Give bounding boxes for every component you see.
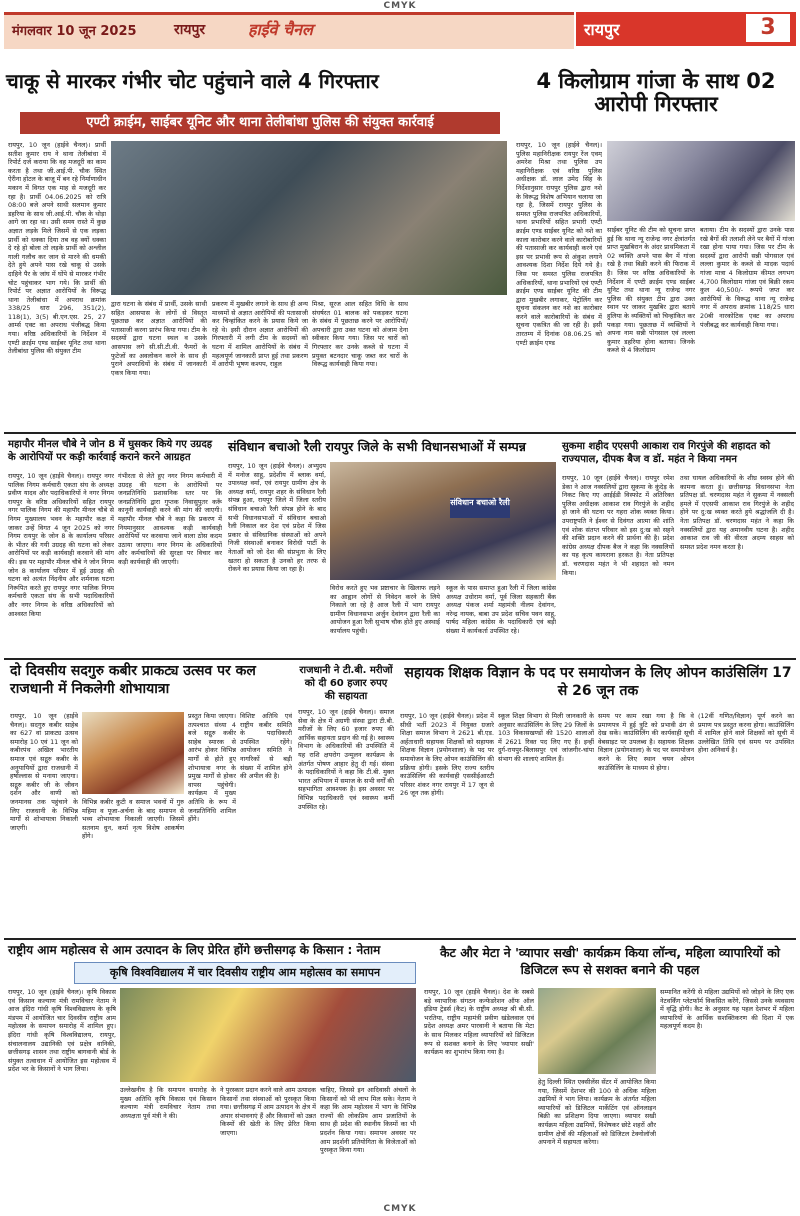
story4-headline: संविधान बचाओ रैली रायपुर जिले के सभी विधानसभाओं में सम्पन्न (228, 439, 526, 454)
header-right-band (576, 12, 796, 46)
story6-photo (82, 712, 184, 794)
story10-photo (538, 988, 656, 1074)
story3-body-col2: गंभीरता से लेते हुए नगर निगम कर्मचारी में उग्रदह की घटना के आरोपियों पर जनप्रतिनिधि प्रशासनिक स्तर पर कि जनप्रतिनिधि द्वारा गुप्तक निवासुपुतर करूँ कानूनी कार्यवाही करने की मांग की जाएगी। महापौर मीनल चौबे ने कहा कि प्रकरण में नियमानुसार आवश्यक कड़ी कार्यवाही आरोपियों पर करवाया जाने वाला ठोस कदम उठाया जाएगा। नगर निगम के अधिकारियों और कर्मचारियों की सुरक्षा पर विचार कर कड़ी कार्यवाही की जाएगी। (118, 472, 222, 566)
story1-body-col1: रायपुर, 10 जून (हाईवे चैनल)। प्रार्थी सतीश कुमार राय ने थाना तेलीबांधा में रिपोर्ट दर्ज कराया कि वह मजदूरी का काम करता है तथा जी.आई.पी. चौक स्थित ऐरीना होटल के बाजू में बन रहे निर्माणाधीन मकान में विगत एक माह से मजदूरी कर रहा है। प्रार्थी 04.06.2025 को रात्रि 08:00 बजे अपने साथी सलमान कुमार डहरिया के साथ जी.आई.पी. चौक के थोड़ा आगे जा रहा था। उसी समय रास्ते में कुछ अज्ञात लड़के मिले जिसमें से एक लड़का प्रार्थी को धक्का दिया तब वह क्यों धक्का दे रहे हो बोला तो लड़के प्रार्थी को अश्लील गाली गलौच कर जान से मारने की धमकी देते हुये अपने पास रखे चाकू से उसके दाहिने पैर के जांघ में घोंपे से मारकर गंभीर चोट पहुंचाकर भाग गये। कि प्रार्थी की रिपोर्ट पर अज्ञात आरोपियों के विरूद्ध थाना तेलीबांधा में अपराध क्रमांक 338/25 धारा 296, 351(2), 118(1), 3(5) बी.एन.एस. 25, 27 आर्म्स एक्ट का अपराध पंजीबद्ध किया गया। वरिष्ठ अधिकारियों के निर्देशन में एण्टी क्राईम एण्ड साईबर यूनिट तथा थाना तेलीबांधा पुलिस की संयुक्त टीम (8, 141, 106, 356)
story2-body-col1: रायपुर, 10 जून (हाईवे चैनल)। पुलिस महानिरीक्षक रायपुर रेंज एवम् अमरेश मिश्रा तथा पुलिस उप महानिरीक्षक एवं वरिष्ठ पुलिस अधीक्षक डॉ. लाल उमेद सिंह के निर्देशानुसार रायपुर पुलिस द्वारा नशे के विरूद्ध विशेष अभियान चलाया जा रहा है, जिसमें रायपुर पुलिस के समस्त पुलिस राजपत्रित अधिकारियों, थाना प्रभारियों सहित प्रभारी एण्टी क्राईम एण्ड साईबर यूनिट को नशे का काला कारोबार करने वाले कारोबारियों की पतासाजी कर कार्यवाही करने एवं इस पर प्रभावी रूप से अंकुश लगाने आवश्यक दिशा निर्देश दिये गये है। जिस पर समस्त पुलिस राजपत्रित अधिकारियों, थाना प्रभारियों एवं एण्टी क्राईम एण्ड साईबर यूनिट की टीम द्वारा मुखबीर लगाकर, पेट्रोलिंग कर सूचना संकलन कर नशे का कारोबार करने वाले कारोबारियों के संबंध में सूचना एकत्रित की जा रही है। इसी तारतम्य में दिनांक 08.06.25 को एण्टी क्राईम एण्ड (516, 141, 602, 347)
story9-subhead: कृषि विश्वविद्यालय में चार दिवसीय राष्ट्रीय आम महोत्सव का समापन (74, 962, 416, 984)
rally-banner: संविधान बचाओ रैली (450, 498, 510, 518)
story6-headline: दो दिवसीय सदगुरु कबीर प्राकट्य उत्सव पर कल राजधानी में निकलेगी शोभायात्रा (10, 663, 256, 697)
story2-headline: 4 किलोग्राम गांजा के साथ 02 आरोपी गिरफ्तार (536, 69, 776, 117)
story8-body-col2: स्कूल शिक्षा विभाग से मिली जानकारी के अनुसार काउंसिलिंग के लिए 29 जिलों के 103 विकासखण्डों की 1520 शालाओं में 2621 रिक्त पद लिए गए हैं। इन्हीं दुर्ग-रायपुर-बिलासपुर एवं जांजगीर-चांपा संभाग की शालाएं शामिल हैं। (498, 712, 594, 763)
story5-body-col2: तथा घायल अधिकारियों के शीघ्र स्वस्थ होने की कामना करता हूं। छत्तीसगढ़ विधानसभा नेता प्रतिपक्ष डॉ. चरणदास महंत ने सुकमा में नक्सली हमले में एएसपी आकाश राव गिरपुंजे के शहीद होने पर दु:ख व्यक्त करते हुये श्रद्धांजलि दी है। नेता प्रतिपक्ष डॉ. चरणदास महंत ने कहा कि नक्सलियों द्वारा यह अमानवीय घटना है। शहीद आकाश राव जी की वीरता अदम्य साहस को समस्त प्रदेश नमन करता है। (680, 474, 794, 551)
story5-body-col1: रायपुर, 10 जून (हाईवे चैनल)। रायपुर रमेश डेका ने आज नक्सलियों द्वारा सुकमा के कुंदेड़ के निकट किए गए आईईडी विस्फोट में अतिरिक्त पुलिस अधीक्षक आकाश राव गिरपुंजे के शहीद हो जाने की घटना पर गहरा शोक व्यक्त किया। उपराष्ट्रपति ने ईश्वर से दिवंगत आत्मा की शांति एवं शोक संतप्त परिवार को इस दु:ख को सहने की शक्ति प्रदान करने की प्रार्थना की है। प्रदेश कांग्रेस अध्यक्ष दीपक बैज ने कहा कि नक्सलियों का यह कृत्य कायराना हरकत है। नेता प्रतिपक्ष डॉ. चरणदास महंत ने भी शहादत को नमन किया। (562, 474, 674, 577)
section-divider (4, 432, 796, 434)
story9-photo (120, 988, 416, 1082)
page-header (0, 12, 800, 46)
section-divider (4, 938, 796, 940)
story10-body-col3: सम्मानित करेंगी से महिला उद्यमियों को जोड़ने के लिए एक नेटवर्किंग प्लेटफॉर्म विकसित करेंगे, जिससे उनके व्यवसाय में वृद्धि होगी। कैट के अनुसार यह पहल देशभर में महिला व्यापारियों के आर्थिक सशक्तिकरण की दिशा में एक महत्वपूर्ण कदम है। (660, 988, 794, 1031)
story9-headline: राष्ट्रीय आम महोत्सव से आम उत्पादन के लिए प्रेरित होंगे छत्तीसगढ़ के किसान : नेताम (8, 943, 381, 957)
story10-headline: कैट और मेटा ने 'व्यापार सखी' कार्यक्रम किया लॉन्च, महिला व्यापारियों को डिजिटल रूप से सशक्त बनाने की पहल (439, 945, 781, 977)
story6-body-col3: प्रस्तुत किया जाएगा। तत्पश्चात संध्या 4 बजे सद्गुरु कबीर साहेब स्मारक से आरंभ होकर विभिन्न मार्गों से होते हुए शोभायात्रा नगर के प्रमुख मार्गों से होकर वापस पहुंचेगी। कार्यक्रम में मुख्य अतिथि के रूप में जनप्रतिनिधि शामिल होंगे। (188, 712, 236, 824)
story1-body-col4: मिश्रा, सूरज आल सहित विधि के साथ संघर्षरत 01 बालक को पकड़कर घटना के संबंध में पूछताछ करने पर आरोपियों/अपचारी द्वारा उक्त घटना को अंजाम देना स्वीकार किया गया। जिस पर चारों को गिरफ्तार कर उनके कब्जे से घटना में प्रयुक्त बटनदार चाकू जब्त कर चारों के विरूद्ध कार्यवाही किया गया। (312, 300, 408, 369)
page-number: 3 (746, 14, 790, 42)
header-left-band (4, 12, 574, 49)
newspaper-brand: हाईवे चैनल (248, 20, 313, 39)
story10-body-col2: हेतु दिल्ली स्थित एक्सीलेंस सेंटर में आयोजित किया गया, जिसमें देशभर की 100 से अधिक महिला उद्यमियों ने भाग लिया। कार्यक्रम के अंतर्गत महिला व्यापारियों को डिजिटल मार्केटिंग एवं ऑनलाइन बिक्री का प्रशिक्षण दिया जाएगा। व्यापार सखी कार्यक्रम महिला उद्यमियों, विशेषकर छोटे शहरों और ग्रामीण क्षेत्रों की महिलाओं को डिजिटल टेक्नोलॉजी अपनाने में सहायता करेगा। (538, 1078, 656, 1147)
section-city: रायपुर (584, 20, 620, 39)
story9-body-col1: रायपुर, 10 जून (हाईवे चैनल)। कृषि विकास एवं किसान कल्याण मंत्री रामविचार नेताम ने आज इंदिरा गांधी कृषि विश्वविद्यालय के कृषि मंडपम में आयोजित चार दिवसीय राष्ट्रीय आम महोत्सव के समापन समारोह में शामिल हुए। इंदिरा गांधी कृषि विश्वविद्यालय, रायपुर, संचालनालय उद्यानिकी एवं प्रक्षेत्र वानिकी, छत्तीसगढ़ शासन तथा राष्ट्रीय बागवानी बोर्ड के संयुक्त तत्वाधान में आयोजित इस महोत्सव में प्रदेश भर के किसानों ने भाग लिया। (8, 988, 116, 1074)
story4-body-col3: स्कूल के पास समाप्त हुआ रैली में जिला कांग्रेस अध्यक्ष उधोराम वर्मा, पूर्व जिला सहकारी बैंक अध्यक्ष पंकज शर्मा महामंत्री नीलम देवांगन, नरेन्द्र नायक, बाबा उप प्रदेश सचिव पवन साहू, पार्षद महिला कांग्रेस के पदाधिकारी एवं बड़ी संख्या में कार्यकर्ता उपस्थित रहे। (446, 584, 556, 635)
story6-body-col2: विभिन्न कबीर कुटी व समाज भवनों में गुरु महिमा व पूजा-अर्चना के बाद समापन से भव्य शोभायात्रा निकाली जाएगी। जिसमें सतनाम धुन, कर्मा नृत्य विशेष आकर्षण होंगे। (82, 798, 184, 841)
story7-headline: राजधानी ने टी.बी. मरीजों को दी 60 हजार रुपए की सहायता (299, 665, 393, 702)
story6-body-col4: विशिष्ट अतिथि एवं राष्ट्रीय कबीर समिति के पदाधिकारी उपस्थित रहेंगे। आयोजन समिति ने नागरिकों से बड़ी संख्या में शामिल होने की अपील की है। (240, 712, 292, 781)
story2-body-col3: बताया। टीम के सदस्यों द्वारा उनके पास रखे बैगों की तलाशी लेने पर बैगों में गांजा रखा होना पाया गया। जिस पर टीम के सदस्यों द्वारा आरोपी सन्नी पोगसाल एवं लल्ला कुमार के कब्जे से मादक पदार्थ गांजा मात्रा 4 किलोग्राम कीमत लगभग 4,700 किलोग्राम गांजा एवं बिक्री रकम कुल 40,500/- रूपये जप्त कर आरोपियों के विरूद्ध थाना न्यू राजेन्द्र नगर में अपराध क्रमांक 118/25 धारा 20बी नारकोटिक एक्ट का अपराध पंजीबद्ध कर कार्यवाही किया गया। (700, 226, 794, 329)
story8-body-col3: समय पर काम रखा गया है कि वे प्रमाणपत्र में हुई त्रुटि को प्रभावी ढंग से देख सकें। काउंसिलिंग की कार्यवाही सूची वेबसाइट पर उपलब्ध है। सहायक शिक्षक विज्ञान (प्रयोगशाला) के पद पर समायोजन करने के लिए स्थान चयन ओपन काउंसिलिंग के माध्यम से होगा। (598, 712, 694, 772)
story5-headline: सुकमा शहीद एएसपी आकाश राव गिरपुंजे की शहादत को राज्यपाल, दीपक बैज व डॉ. महंत ने किया नमन (562, 441, 771, 465)
story1-subhead: एण्टी क्राईम, साईबर यूनिट और थाना तेलीबांधा पुलिस की संयुक्त कार्रवाई (20, 112, 500, 134)
story4-body-col2: विरोध करते हुए भव प्रष्टाचार के खिलाफ लड़ने का आह्वान लोगों से निवेदन करने के लिये निकाले जा रहे है आज रैली में भाग रायपुर ग्रामीण विधानसभा अर्जुन देवांगन द्वारा रैली का आयोजन हुआ रैली सुभाष चौक होते हुए अस्थाई कार्यालय पहुंची। (330, 584, 440, 635)
story8-headline: सहायक शिक्षक विज्ञान के पद पर समायोजन के लिए ओपन काउंसिलिंग 17 से 26 जून तक (404, 665, 792, 699)
story3-headline: महापौर मीनल चौबे ने जोन 8 में घुसकर किये गए उग्रदह के आरोपियों पर कड़ी कार्रवाई कराने करने आग्रहत (8, 439, 213, 463)
story9-body-col3: ने पुरस्कार प्रदान करने वाले आम उत्पादक किसानों तथा संस्थाओं को पुरस्कृत किया गया। छत्तीसगढ़ में आम उत्पादन के क्षेत्र में अपार संभावनाएं हैं और किसानों को उन्नत किस्मों की खेती के लिए प्रेरित किया जाएगा। (220, 1086, 316, 1137)
story1-headline: चाकू से मारकर गंभीर चोट पहुंचाने वाले 4 गिरफ्तार (6, 69, 379, 93)
story4-photo (330, 462, 556, 580)
story10-body-col1: रायपुर, 10 जून (हाईवे चैनल)। देश के सबसे बड़े व्यापारिक संगठन कन्फेडरेशन ऑफ ऑल इंडिया ट्रेडर्स (कैट) के राष्ट्रीय अध्यक्ष श्री बी.सी. भरतिया, राष्ट्रीय महामंत्री प्रवीण खंडेलवाल एवं प्रदेश अध्यक्ष अमर पारवानी ने बताया कि मेटा के साथ मिलकर महिला व्यापारियों को डिजिटल रूप से सशक्त बनाने के लिए 'व्यापार सखी' कार्यक्रम का शुभारंभ किया गया है। (424, 988, 534, 1057)
print-color-mark: CMYK (383, 1, 417, 11)
story6-body-col1: रायपुर, 10 जून (हाईवे चैनल)। सदगुरु कबीर साहेब का 627 वां प्राकट्य उत्सव समारोह 10 एवं 11 जून को कबीरपंथ अखिल भारतीय समाज एवं सद्गुरु कबीर के अनुयायियों द्वारा राजधानी में हर्षोल्लास से मनाया जाएगा। सद्गुरु कबीर जी के जीवन दर्शन और वाणी को जनमानस तक पहुंचाने के लिए राजधानी के विभिन्न मार्गों से शोभायात्रा निकाली जाएगी। (10, 712, 78, 832)
story3-body-col1: रायपुर, 10 जून (हाईवे चैनल)। रायपुर नगर पालिक निगम कर्मचारी एकता संघ के अध्यक्ष प्रवीण यादव और पदाधिकारियों ने नगर निगम रायपुर के वरिष्ठ अधिकारियों सहित रायपुर नगर पालिक निगम की महापौर मीनल चौबे से निगम मुख्यालय भवन के महापौर कक्ष में जाकर उन्हें विगत 4 जून 2025 को नगर निगम रायपुर के जोन 8 के कार्यालय परिसर के भीतर की गयी उग्रदह की घटना को लेकर आरोपियों पर कड़ी कार्यवाही करवाने की मांग की। इस पर महापौर मीनल चौबे ने जोन निगम जोन 8 कार्यालय परिसर में हुई उग्रदह की घटना को अत्यंत निंदनीय और शर्मनाक घटना निरूपित करते हुए रायपुर नगर पालिक निगम कर्मचारी एकता संघ के सभी पदाधिकारियों और नगर निगम के वरिष्ठ अधिकारियों को आश्वस्त किया (8, 472, 114, 618)
story1-body-col3: प्रकरण में मुखबीर लगाने के साथ ही अन्य माध्यमों से अज्ञात आरोपियों की पतासाजी कर चिन्हांकित करने के प्रयास किये जा रहे थे। इसी दौरान अज्ञात आरोपियों की गिरफ्तारी में लगी टीम के सदस्यों को घटना में शामिल आरोपियों के संबंध में महत्वपूर्ण जानकारी प्राप्त हुई तथा प्रकरण में आरोपी भूषण कश्यप, राहुल (212, 300, 308, 369)
story1-body-col2: द्वारा घटना के संबंध में प्रार्थी, उसके साथी सहित आसपास के लोगों से विस्तृत पूछताछ कर अज्ञात आरोपियों की पतासाजी करना प्रारंभ किया गया। टीम के सदस्यों द्वारा घटना स्थल व उसके आसपास लगे सी.सी.टी.वी. फैमरों के फुटेजों का अवलोकन करने के साथ ही पुराने अपराधियों के संबंध में जानकारी एकत्र किया गया। (111, 300, 207, 377)
header-city: रायपुर (174, 22, 206, 38)
story4-body-col1: रायपुर, 10 जून (हाईवे चैनल)। अभ्युदय में मनोज साहू, प्रदेशीय में ब्लाक वर्मा, उपाध्यक्ष वर्मा, एवं रायपुर ग्रामीण क्षेत्र के अध्यक्ष वर्मा, रायपुर शहर के संविधान रैली संपन्न हुआ, रायपुर जिले में जिला स्तरीय संविधान बचाओ रैली संपन्न होने के बाद सभी विधानसभाओं में संविधान बचाओ रैली निकाल कर देश एवं प्रदेश में जिस प्रकार से संविधानिक संस्थाओं को अपने निजी संस्थाओं बनाकर विरोधी पार्टी के नेताओं को जो देश की संप्रभुता के लिए खतरा हो सकता है उनको हर तरफ से रोकने का प्रयास किया जा रहा है। (228, 462, 326, 574)
story8-body-col1: रायपुर, 10 जून (हाईवे चैनल)। प्रदेश में सीधी भर्ती 2023 में नियुक्त ग्रजारे शिक्षा समाज विभाग ने 2621 बी.एड. अर्हताधारी सहायक शिक्षकों को सहायक शिक्षक विज्ञान (प्रयोगशाला) के पद पर समायोजन के लिए ओपन काउंसिलिंग की प्रक्रिया होगी। इसके लिए राज्य स्तरीय काउंसिलिंग की कार्यवाही एससीईआरटी परिसर शंकर नगर रायपुर में 17 जून से 26 जून तक होगी। (400, 712, 494, 798)
story9-body-col2: उल्लेखनीय है कि समापन समारोह के मुख्य अतिथि कृषि विकास एवं किसान कल्याण मंत्री रामविचार नेताम तथा अध्यक्षता पूर्व मंत्री ने की। (120, 1086, 216, 1120)
story7-body: रायपुर, 10 जून (हाईवे चैनल)। समाज सेवा के क्षेत्र में अग्रणी संस्था द्वारा टी.बी. मरीजों के लिए 60 हजार रुपए की आर्थिक सहायता प्रदान की गई है। स्वास्थ्य विभाग के अधिकारियों की उपस्थिति में यह राशि क्षयरोग उन्मूलन कार्यक्रम के अंतर्गत पोषण आहार हेतु दी गई। संस्था के पदाधिकारियों ने कहा कि टी.बी. मुक्त भारत अभियान में समाज के सभी वर्गों की सहभागिता आवश्यक है। इस अवसर पर विभिन्न पदाधिकारी एवं स्वास्थ्य कर्मी उपस्थित रहे। (298, 708, 394, 811)
story2-photo (607, 141, 795, 221)
story8-body-col4: (12वीं गणित/विज्ञान) पूर्ण करने का प्रमाण पत्र प्रस्तुत करना होगा। काउंसिलिंग में शामिल होने वाले शिक्षकों को सूची में उल्लेखित तिथि एवं समय पर उपस्थित होना अनिवार्य है। (698, 712, 794, 755)
section-divider (4, 658, 796, 660)
story1-photo (111, 141, 507, 295)
story9-body-col4: चाहिए, जिससे इन आदिवासी अंचलों के किसानों को भी लाभ मिल सके। नेताम ने कहा कि आम महोत्सव में भाग के विभिन्न राज्यों की लोकप्रिय आम प्रजातियों के साथ ही प्रदेश की स्थानीय किस्मों का भी प्रदर्शन किया गया। समापन अवसर पर आम प्रदर्शनी प्रतियोगिता के विजेताओं को पुरस्कृत किया गया। (320, 1086, 416, 1155)
story2-body-col2: साईबर यूनिट की टीम को सूचना प्राप्त हुई कि थाना न्यू राजेन्द्र नगर क्षेत्रांतर्गत प्राप्त मुखबिरान के अंदर प्राथमिकता में 02 व्यक्ति अपने पास बैग में गांजा रखे है तथा बिक्री करने की फिराक में है। जिस पर वरिष्ठ अधिकारियों के निर्देशन में एण्टी क्राईम एण्ड साईबर यूनिट तथा थाना न्यू राजेन्द्र नगर पुलिस की संयुक्त टीम द्वारा उक्त स्थान पर जाकर मुखबिर द्वारा बताये हुलिया के व्यक्तियों को चिन्हांकित कर पकड़ा गया। पूछताछ में व्यक्तियों ने अपना नाम सन्नी पोगसाल एवं लल्ला कुमार डहरिया होना बताया। जिनके कब्जे से 4 किलोग्राम (607, 226, 695, 355)
issue-date: मंगलवार 10 जून 2025 (12, 24, 137, 39)
print-color-mark: CMYK (383, 1204, 417, 1214)
